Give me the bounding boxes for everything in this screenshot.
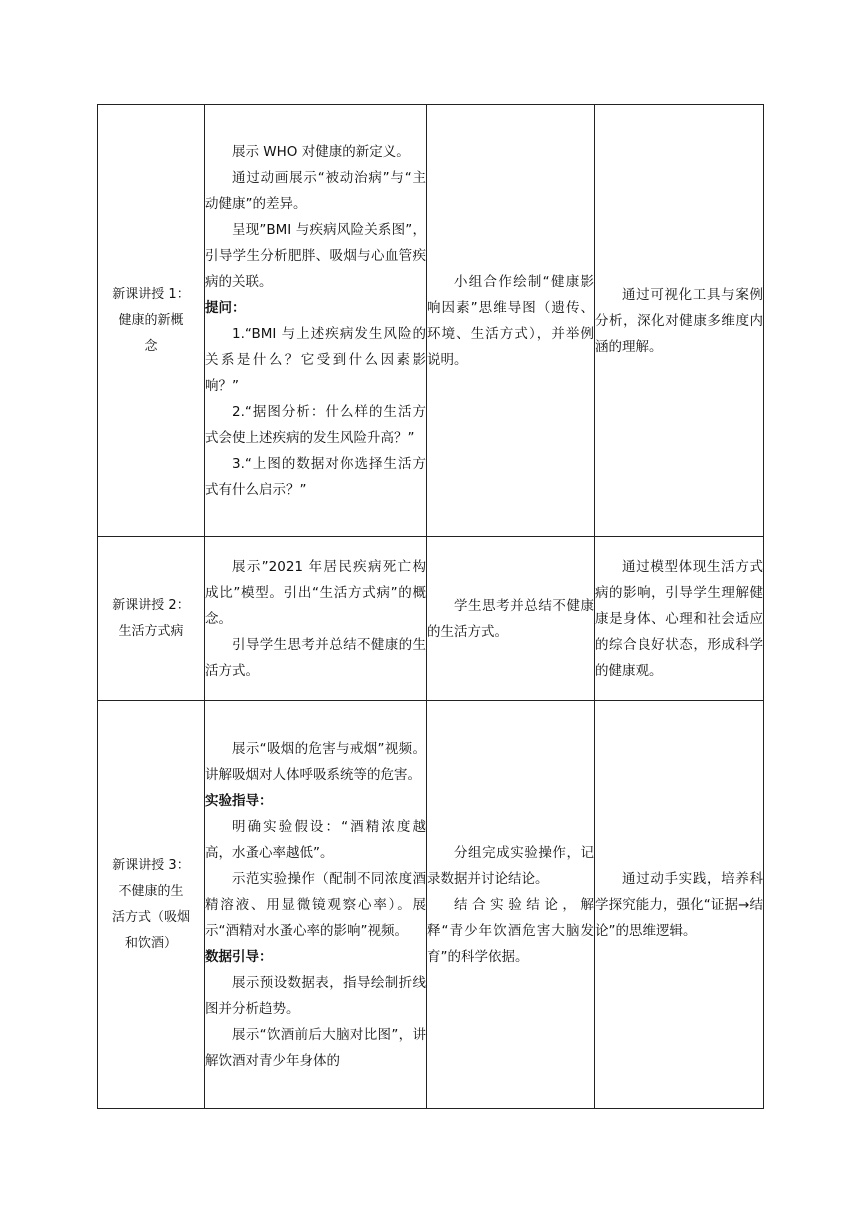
teacher-paragraph: 展示”2021 年居民疾病死亡构成比”模型。引出“生活方式病”的概念。 bbox=[205, 558, 426, 627]
stage-line: 新课讲授 2： bbox=[112, 597, 190, 613]
teacher-paragraph: 引导学生思考并总结不健康的生活方式。 bbox=[205, 636, 426, 679]
student-paragraph: 学生思考并总结不健康的生活方式。 bbox=[427, 597, 594, 640]
stage-cell bbox=[98, 701, 205, 1109]
teacher-paragraph: 通过动画展示“被动治病”与“主动健康”的差异。 bbox=[205, 169, 426, 212]
teacher-activity-cell bbox=[205, 537, 427, 701]
stage-line: 新课讲授 1： bbox=[112, 286, 190, 302]
intent-paragraph: 通过可视化工具与案例分析，深化对健康多维度内涵的理解。 bbox=[595, 286, 763, 355]
design-intent-cell bbox=[595, 105, 764, 537]
design-intent-cell bbox=[595, 537, 764, 701]
student-activity-cell bbox=[427, 105, 595, 537]
teacher-paragraph: 明确实验假设：“酒精浓度越高，水蚤心率越低”。 bbox=[205, 818, 426, 861]
student-paragraph: 结合实验结论，解释“青少年饮酒危害大脑发育”的科学依据。 bbox=[427, 896, 594, 965]
teacher-activity-cell bbox=[205, 701, 427, 1109]
student-paragraph: 分组完成实验操作，记录数据并讨论结论。 bbox=[427, 844, 594, 887]
section-heading: 提问： bbox=[205, 299, 246, 316]
stage-line: 活方式（吸烟 bbox=[111, 909, 190, 925]
teacher-paragraph: 展示预设数据表，指导绘制折线图并分析趋势。 bbox=[205, 974, 426, 1017]
student-paragraph: 小组合作绘制“健康影响因素”思维导图（遗传、环境、生活方式），并举例说明。 bbox=[427, 273, 594, 368]
section-heading: 数据引导： bbox=[205, 948, 273, 965]
teacher-paragraph: 展示“吸烟的危害与戒烟”视频。讲解吸烟对人体呼吸系统等的危害。 bbox=[205, 740, 426, 783]
teacher-paragraph: 展示“饮酒前后大脑对比图”，讲解饮酒对青少年身体的 bbox=[205, 1026, 426, 1069]
teacher-paragraph: 示范实验操作（配制不同浓度酒精溶液、用显微镜观察心率）。展示“酒精对水蚤心率的影响”视频。 bbox=[205, 870, 426, 939]
teacher-paragraph: 呈现”BMI 与疾病风险关系图”，引导学生分析肥胖、吸烟与心血管疾病的关联。 bbox=[205, 221, 426, 290]
student-activity-cell bbox=[427, 701, 595, 1109]
table-row bbox=[98, 537, 764, 701]
intent-paragraph: 通过模型体现生活方式病的影响，引导学生理解健康是身体、心理和社会适应的综合良好状态，形成科学的健康观。 bbox=[595, 558, 763, 679]
teacher-paragraph: 2.“据图分析：什么样的生活方式会使上述疾病的发生风险升高？” bbox=[205, 403, 426, 446]
teacher-activity-cell bbox=[205, 105, 427, 537]
table-row bbox=[98, 105, 764, 537]
stage-line: 生活方式病 bbox=[118, 623, 184, 639]
stage-line: 健康的新概 bbox=[118, 312, 184, 328]
stage-line: 新课讲授 3： bbox=[112, 857, 190, 873]
teacher-paragraph: 3.“上图的数据对你选择生活方式有什么启示？” bbox=[205, 455, 426, 498]
stage-line: 念 bbox=[144, 338, 158, 354]
teacher-paragraph: 1.“BMI 与上述疾病发生风险的关系是什么？它受到什么因素影响？” bbox=[205, 325, 426, 394]
teacher-paragraph: 展示 WHO 对健康的新定义。 bbox=[232, 143, 410, 160]
section-heading: 实验指导： bbox=[205, 792, 273, 809]
stage-line: 不健康的生 bbox=[118, 883, 184, 899]
student-activity-cell bbox=[427, 537, 595, 701]
design-intent-cell bbox=[595, 701, 764, 1109]
lesson-plan-table bbox=[97, 104, 764, 1109]
table-row bbox=[98, 701, 764, 1109]
stage-line: 和饮酒） bbox=[124, 935, 177, 951]
stage-cell bbox=[98, 537, 205, 701]
intent-paragraph: 通过动手实践，培养科学探究能力，强化“证据→结论”的思维逻辑。 bbox=[595, 870, 763, 939]
stage-cell bbox=[98, 105, 205, 537]
